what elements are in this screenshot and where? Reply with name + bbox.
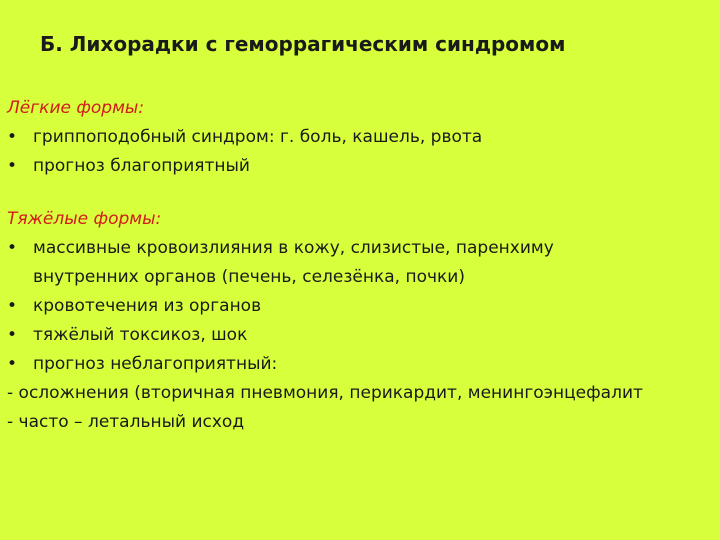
list-item: [7, 234, 720, 263]
mild-forms-section: [7, 94, 720, 181]
bullet-icon: •: [7, 127, 18, 147]
bullet-icon: •: [7, 156, 18, 176]
mild-forms-heading: Лёгкие формы:: [7, 98, 145, 118]
list-item-text: прогноз благоприятный: [33, 156, 250, 176]
list-item-text: тяжёлый токсикоз, шок: [33, 325, 248, 345]
list-item-continuation: внутренних органов (печень, селезёнка, почки): [33, 267, 465, 287]
bullet-icon: •: [7, 325, 18, 345]
list-item: [7, 152, 720, 181]
list-item-text: кровотечения из органов: [33, 296, 262, 316]
list-item: [7, 321, 720, 350]
bullet-icon: •: [7, 354, 18, 374]
list-item: [7, 292, 720, 321]
list-item-text: массивные кровоизлияния в кожу, слизистые, паренхиму: [33, 238, 554, 258]
bullet-icon: •: [7, 238, 18, 258]
severe-forms-section: [7, 205, 720, 437]
dash-line-complications: - осложнения (вторичная пневмония, перикардит, менингоэнцефалит: [7, 383, 643, 403]
list-item: [7, 123, 720, 152]
list-item-text: прогноз неблагоприятный:: [33, 354, 278, 374]
dash-line-outcome: - часто – летальный исход: [7, 412, 245, 432]
list-item-text: гриппоподобный синдром: г. боль, кашель, рвота: [33, 127, 483, 147]
bullet-icon: •: [7, 296, 18, 316]
severe-forms-heading: Тяжёлые формы:: [7, 209, 162, 229]
slide-title: Б. Лихорадки с геморрагическим синдромом: [40, 32, 566, 56]
list-item: [7, 350, 720, 379]
